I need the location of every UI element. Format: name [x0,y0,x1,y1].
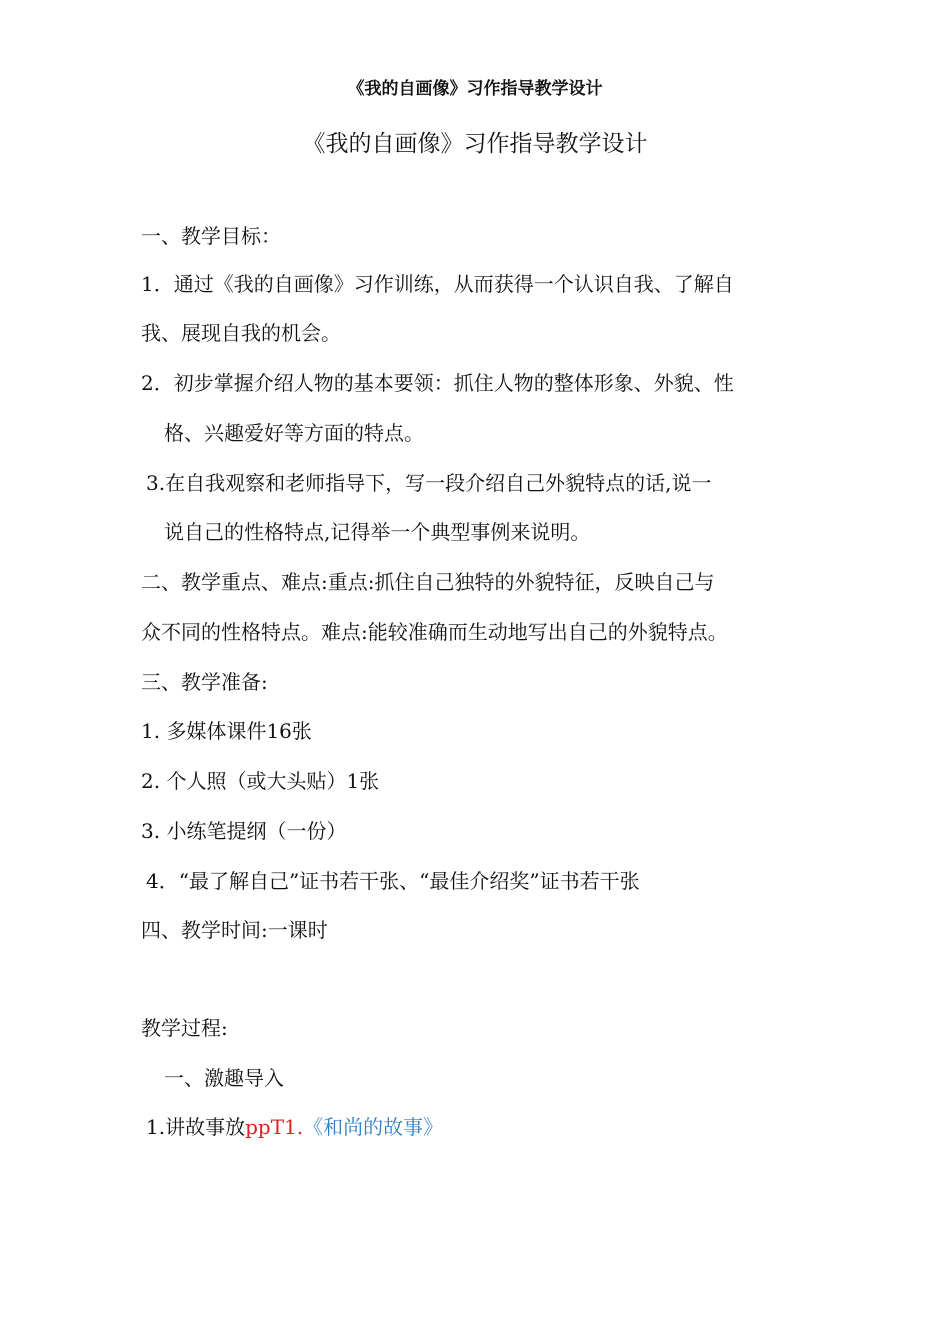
section-time: 四、教学时间:一课时 [141,918,328,942]
preparation-item-4: 4．“最了解自己”证书若干张、“最佳介绍奖”证书若干张 [146,869,640,893]
ppt-reference: ppT1. [245,1115,304,1139]
preparation-item-1: 1. 多媒体课件16张 [141,719,312,743]
preparation-item-3: 3. 小练笔提纲（一份） [141,819,347,843]
section-objectives-heading: 一、教学目标： [141,224,281,248]
process-subheading-1: 一、激趣导入 [164,1066,284,1090]
process-heading: 教学过程: [141,1016,228,1040]
process-item-1-text: 1.讲故事放 [146,1115,246,1139]
section-preparation-heading: 三、教学准备: [141,670,268,694]
objective-2-line-1: 2．初步掌握介绍人物的基本要领：抓住人物的整体形象、外貌、性 [141,371,734,395]
story-title: 《和尚的故事》 [303,1115,444,1139]
key-points-line-2: 众不同的性格特点。难点:能较准确而生动地写出自己的外貌特点。 [141,620,728,644]
preparation-item-2: 2. 个人照（或大头贴）1张 [141,769,380,793]
document-title: 《我的自画像》习作指导教学设计 [302,131,648,157]
objective-2-line-2: 格、兴趣爱好等方面的特点。 [164,421,424,445]
objective-3-line-2: 说自己的性格特点,记得举一个典型事例来说明。 [164,520,591,544]
objective-1-line-2: 我、展现自我的机会。 [141,321,341,345]
objective-3-line-1: 3.在自我观察和老师指导下，写一段介绍自己外貌特点的话,说一 [146,471,712,495]
process-item-1 [146,1112,443,1142]
objective-1-line-1: 1．通过《我的自画像》习作训练，从而获得一个认识自我、了解自 [141,272,734,296]
page-header-title: 《我的自画像》习作指导教学设计 [347,79,603,99]
key-points-line-1: 二、教学重点、难点:重点:抓住自己独特的外貌特征，反映自己与 [141,570,715,594]
